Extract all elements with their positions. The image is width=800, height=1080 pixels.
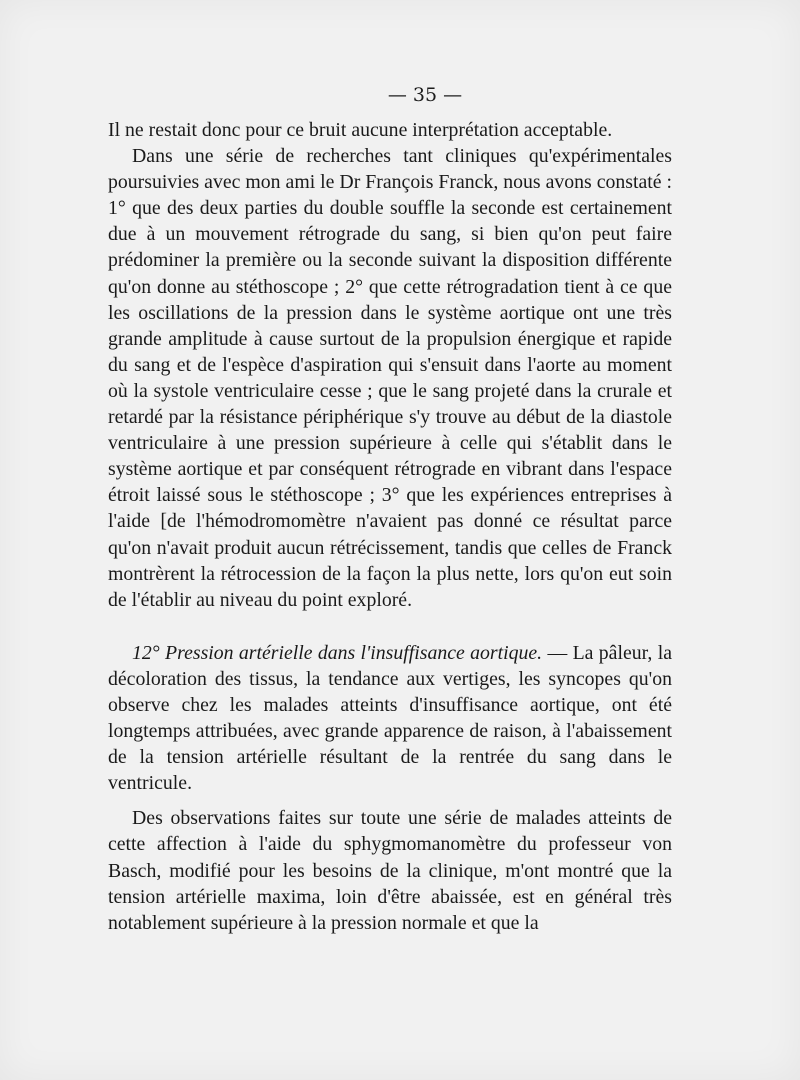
paragraph-1: Il ne restait donc pour ce bruit aucune interprétation acceptable.: [108, 119, 613, 141]
paragraph-2: Dans une série de recherches tant cliniques qu'expérimentales poursuivies avec mon ami le Dr François Franck, nous avons constaté : 1° que des deux parties du double souffle la seconde est certainement due à un mouvement rétrograde du sang, si bien qu'on peut faire prédominer la première ou la seconde suivant la disposition différente qu'on donne au stéthoscope ; 2° que cette rétrogradation tient à ce que les oscillations de la pression dans le système aortique ont une très grande amplitude à cause surtout de la propulsion énergique et rapide du sang et de l'espèce d'aspiration qui s'ensuit dans l'aorte au moment où la systole ventriculaire cesse ; que le sang projeté dans la crurale et retardé par la résistance périphérique s'y trouve au début de la diastole ventriculaire à une pression supérieure à celle qui s'établit dans le système aortique et par conséquent rétrograde en vibrant dans l'espace étroit laissé sous le stéthoscope ; 3° que les expériences entreprises à l'aide [de l'hémodromomètre n'avaient pas donné ce résultat parce qu'on n'avait produit aucun rétrécissement, tandis que celles de Franck montrèrent la rétrocession de la façon la plus nette, lors qu'on eut soin de l'établir au niveau du point exploré.: [108, 145, 672, 611]
paragraph-3-text: — La pâleur, la décoloration des tissus, la tendance aux vertiges, les syncopes qu'on observe chez les malades atteints d'insuffisance aortique, ont été longtemps attribuées, avec grande apparence de raison, à l'abaissement de la tension artérielle résultant de la rentrée du sang dans le ventricule.: [108, 641, 672, 795]
paragraph-4: Des observations faites sur toute une série de malades atteints de cette affection à l'aide du sphygmomanomètre du professeur von Basch, modifié pour les besoins de la clinique, m'ont montré que la tension artérielle maxima, loin d'être abaissée, est en général très notablement supérieure à la pression normale et que la: [108, 807, 672, 934]
section-heading: 12° Pression artérielle dans l'insuffisance aortique.: [132, 641, 543, 664]
paragraph-3: [108, 640, 672, 797]
page-number: — 35 —: [387, 84, 463, 106]
body-text: [108, 117, 672, 936]
